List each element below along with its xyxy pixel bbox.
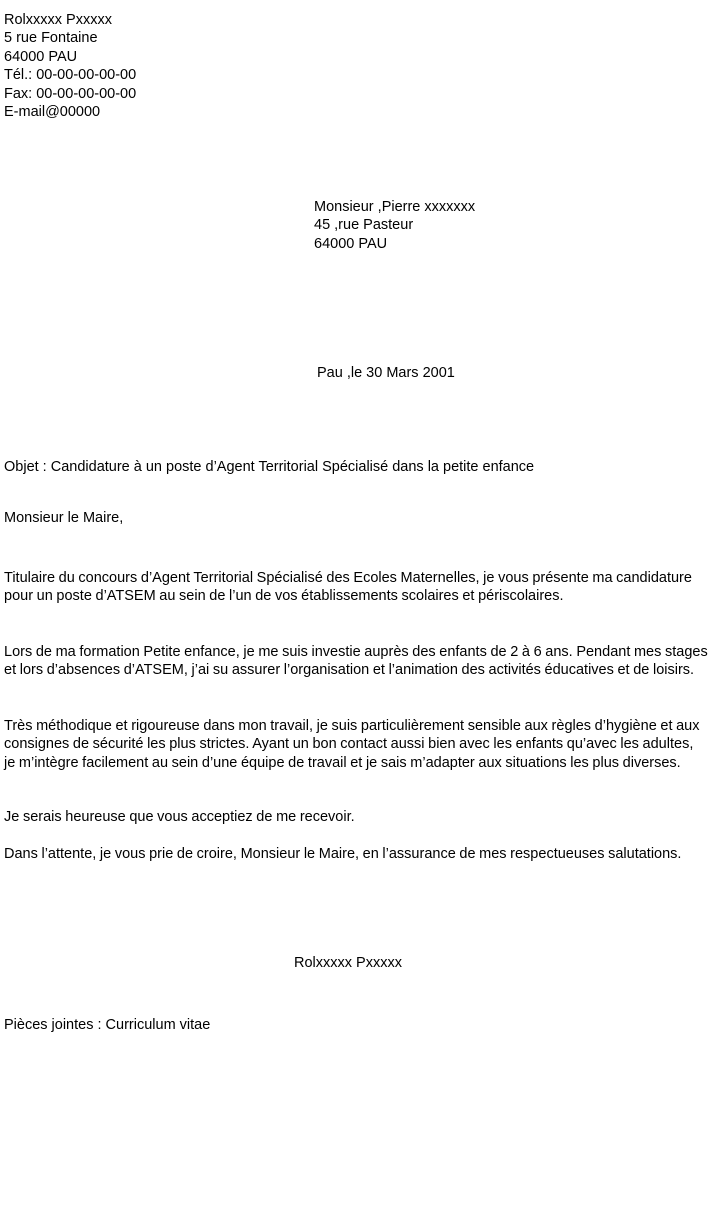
recipient-street: 45 ,rue Pasteur — [314, 217, 414, 234]
subject-line: Objet : Candidature à un poste d’Agent Territorial Spécialisé dans la petite enfance — [4, 459, 535, 475]
recipient-address — [314, 198, 475, 253]
sender-phone: Tél.: 00-00-00-00-00 — [4, 67, 137, 84]
place-date: Pau ,le 30 Mars 2001 — [317, 365, 455, 381]
sender-street: 5 rue Fontaine — [4, 30, 98, 47]
sender-email: E-mail@00000 — [4, 104, 101, 121]
body-paragraph-1: Titulaire du concours d’Agent Territorial Spécialisé des Ecoles Maternelles, je vous présente ma candidature pour un poste d’ATSEM au sein de l’un de vos établissements scolaires et périscolaires. — [4, 570, 692, 605]
salutation: Monsieur le Maire, — [4, 510, 124, 526]
sender-fax: Fax: 00-00-00-00-00 — [4, 85, 137, 102]
body-paragraph-2: Lors de ma formation Petite enfance, je me suis investie auprès des enfants de 2 à 6 ans. Pendant mes stages et lors d’absences d’ATSEM, j’ai su assurer l’organisation et l’animation des activités éducatives et de loisirs. — [4, 644, 708, 679]
sender-address — [4, 11, 136, 121]
recipient-name: Monsieur ,Pierre xxxxxxx — [314, 199, 476, 215]
sender-name: Rolxxxxx Pxxxxx — [4, 12, 112, 28]
body-paragraph-4: Je serais heureuse que vous acceptiez de me recevoir. — [4, 809, 355, 825]
signature: Rolxxxxx Pxxxxx — [294, 955, 402, 971]
attachments-line: Pièces jointes : Curriculum vitae — [4, 1017, 211, 1033]
sender-city: 64000 PAU — [4, 48, 78, 65]
body-paragraph-5: Dans l’attente, je vous prie de croire, Monsieur le Maire, en l’assurance de mes respectueuses salutations. — [4, 846, 682, 862]
body-paragraph-3: Très méthodique et rigoureuse dans mon travail, je suis particulièrement sensible aux règles d’hygiène et aux consignes de sécurité les plus strictes. Ayant un bon contact aussi bien avec les enfants qu’avec les adultes, je m’intègre facilement au sein d’une équipe de travail et je sais m’adapter aux situations les plus diverses. — [4, 718, 700, 771]
recipient-city: 64000 PAU — [314, 235, 388, 252]
